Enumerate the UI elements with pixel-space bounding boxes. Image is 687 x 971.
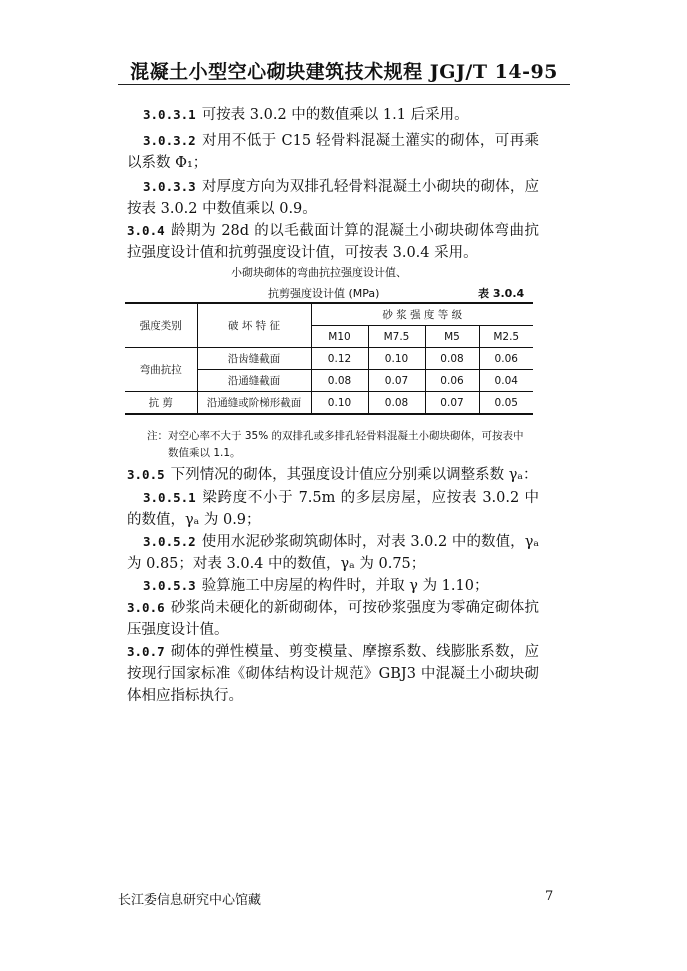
clause-3-0-5 [127, 464, 539, 486]
clause-text: 下列情况的砌体，其强度设计值应分别乘以调整系数 γₐ： [170, 467, 538, 483]
grade-m2-5: M2.5 [479, 326, 533, 348]
clause-3-0-3-1 [127, 104, 539, 126]
clause-text: 梁跨度不小于 7.5m 的多层房屋，应按表 3.0.2 中的数值，γₐ 为 0.9； [127, 490, 539, 528]
value-cell: 0.08 [311, 370, 368, 392]
clause-text: 验算施工中房屋的构件时，并取 γ 为 1.10； [201, 578, 489, 594]
clause-text: 对用不低于 C15 轻骨料混凝土灌实的砌体，可再乘以系数 Φ₁； [127, 133, 539, 171]
clause-text: 使用水泥砂浆砌筑砌体时，对表 3.0.2 中的数值，γₐ 为 0.85；对表 3.0.4 中的数值，γₐ 为 0.75； [127, 534, 539, 572]
clause-number: 3.0.5.1 [143, 490, 196, 505]
value-cell: 0.07 [425, 392, 479, 415]
clause-number: 3.0.3.2 [143, 133, 196, 148]
clause-number: 3.0.3.3 [143, 179, 196, 194]
clause-text: 砂浆尚未硬化的新砌砌体，可按砂浆强度为零确定砌体抗压强度设计值。 [127, 600, 539, 638]
header-failure-feature: 破 坏 特 征 [197, 303, 311, 348]
value-cell: 0.12 [311, 348, 368, 370]
value-cell: 0.08 [368, 392, 425, 415]
header-strength-type: 强度类别 [125, 303, 197, 348]
table-number: 表 3.0.4 [478, 287, 525, 300]
clause-text: 龄期为 28d 的以毛截面计算的混凝土小砌块砌体弯曲抗拉强度设计值和抗剪强度设计值，可按表 3.0.4 采用。 [127, 223, 539, 261]
page-number: 7 [545, 889, 554, 904]
value-cell: 0.06 [479, 348, 533, 370]
clause-text: 对厚度方向为双排孔轻骨料混凝土小砌块的砌体，应按表 3.0.2 中数值乘以 0.9。 [127, 179, 539, 217]
group-shear: 抗 剪 [125, 392, 197, 415]
clause-3-0-4 [127, 220, 539, 264]
clause-3-0-3-2 [127, 130, 539, 174]
clause-number: 3.0.4 [127, 223, 165, 238]
feature-cell: 沿通缝截面 [197, 370, 311, 392]
grade-m7-5: M7.5 [368, 326, 425, 348]
value-cell: 0.05 [479, 392, 533, 415]
grade-m10: M10 [311, 326, 368, 348]
clause-3-0-3-3 [127, 176, 539, 220]
table-caption-line2: 抗剪强度设计值 (MPa) [268, 287, 380, 300]
feature-cell: 沿齿缝截面 [197, 348, 311, 370]
clause-number: 3.0.6 [127, 600, 165, 615]
group-bending: 弯曲抗拉 [125, 348, 197, 392]
clause-number: 3.0.5.3 [143, 578, 196, 593]
clause-3-0-5-3 [127, 575, 539, 597]
clause-3-0-7 [127, 641, 539, 707]
clause-number: 3.0.3.1 [143, 107, 196, 122]
value-cell: 0.10 [311, 392, 368, 415]
strength-table [125, 302, 533, 415]
value-cell: 0.07 [368, 370, 425, 392]
grade-m5: M5 [425, 326, 479, 348]
value-cell: 0.06 [425, 370, 479, 392]
clause-3-0-5-2 [127, 531, 539, 575]
feature-cell: 沿通缝或阶梯形截面 [197, 392, 311, 415]
footer-source: 长江委信息研究中心馆藏 [118, 893, 262, 908]
value-cell: 0.04 [479, 370, 533, 392]
table-note-line2: 数值乘以 1.1。 [168, 447, 241, 459]
value-cell: 0.10 [368, 348, 425, 370]
table-note-line1: 注：对空心率不大于 35% 的双排孔或多排孔轻骨料混凝土小砌块砌体，可按表中 [147, 430, 524, 442]
table-caption-line1: 小砌块砌体的弯曲抗拉强度设计值、 [231, 266, 407, 279]
header-mortar-grade: 砂 浆 强 度 等 级 [311, 303, 533, 326]
clause-3-0-5-1 [127, 487, 539, 531]
value-cell: 0.08 [425, 348, 479, 370]
clause-number: 3.0.7 [127, 644, 165, 659]
header-divider [118, 84, 570, 85]
clause-number: 3.0.5 [127, 467, 165, 482]
clause-3-0-6 [127, 597, 539, 641]
clause-text: 可按表 3.0.2 中的数值乘以 1.1 后采用。 [201, 107, 469, 123]
page-header-title: 混凝土小型空心砌块建筑技术规程 JGJ/T 14-95 [130, 61, 558, 83]
clause-text: 砌体的弹性模量、剪变模量、摩擦系数、线膨胀系数，应按现行国家标准《砌体结构设计规范》GBJ3 中混凝土小砌块砌体相应指标执行。 [127, 644, 539, 704]
clause-number: 3.0.5.2 [143, 534, 196, 549]
